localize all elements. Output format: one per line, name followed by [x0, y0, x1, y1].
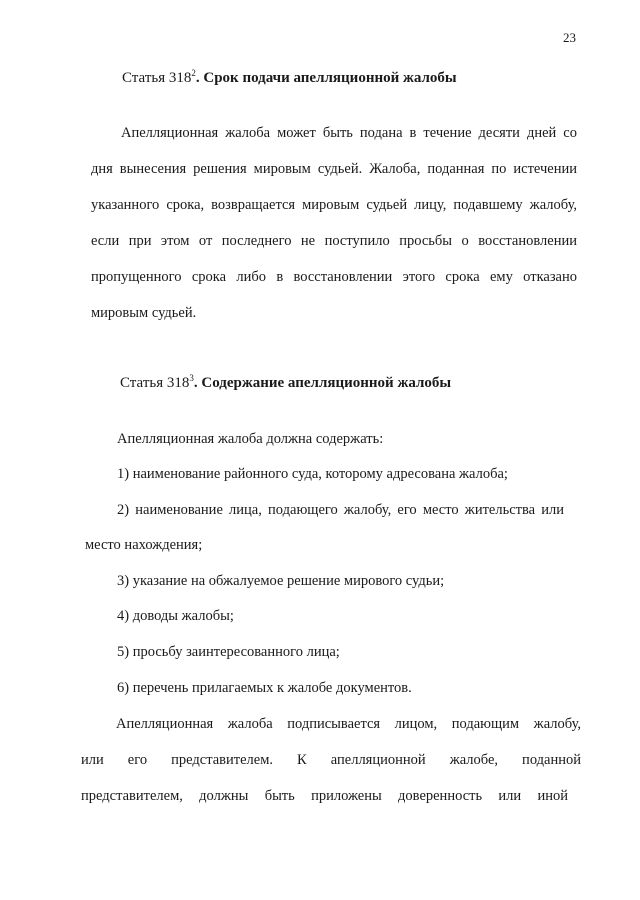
- article-prefix: Статья 318: [122, 70, 192, 86]
- list-item: 1) наименование районного суда, которому адресована жалоба;: [117, 466, 508, 482]
- article-heading-318-2: [122, 70, 457, 87]
- paragraph-line: пропущенного срока либо в восстановлении этого срока ему отказано: [91, 269, 577, 285]
- paragraph-line: дня вынесения решения мировым судьей. Жалоба, поданная по истечении: [91, 161, 577, 177]
- article-title: . Содержание апелляционной жалобы: [193, 375, 452, 391]
- article-heading-318-3: [120, 375, 451, 392]
- paragraph-line: или его представителем. К апелляционной жалобе, поданной: [81, 752, 581, 768]
- list-item: 4) доводы жалобы;: [117, 608, 234, 624]
- paragraph-line: Апелляционная жалоба должна содержать:: [117, 431, 384, 447]
- paragraph-line: представителем, должны быть приложены доверенность или иной: [81, 788, 568, 804]
- list-item: 3) указание на обжалуемое решение мирового судьи;: [117, 573, 445, 589]
- list-item: 6) перечень прилагаемых к жалобе документов.: [117, 680, 412, 696]
- list-item: 5) просьбу заинтересованного лица;: [117, 644, 340, 660]
- paragraph-line: мировым судьей.: [91, 305, 197, 321]
- page-number: 23: [563, 30, 576, 45]
- list-item-continuation: место нахождения;: [85, 537, 203, 553]
- article-prefix: Статья 318: [120, 375, 190, 391]
- article-superscript: 2: [191, 68, 196, 78]
- paragraph-line: Апелляционная жалоба может быть подана в течение десяти дней со: [121, 125, 577, 141]
- paragraph-line: если при этом от последнего не поступило просьбы о восстановлении: [91, 233, 577, 249]
- article-title: . Срок подачи апелляционной жалобы: [195, 70, 457, 86]
- list-item: 2) наименование лица, подающего жалобу, его место жительства или: [117, 502, 564, 518]
- article-superscript: 3: [189, 373, 194, 383]
- paragraph-line: указанного срока, возвращается мировым судьей лицу, подавшему жалобу,: [91, 197, 577, 213]
- paragraph-line: Апелляционная жалоба подписывается лицом, подающим жалобу,: [116, 716, 581, 732]
